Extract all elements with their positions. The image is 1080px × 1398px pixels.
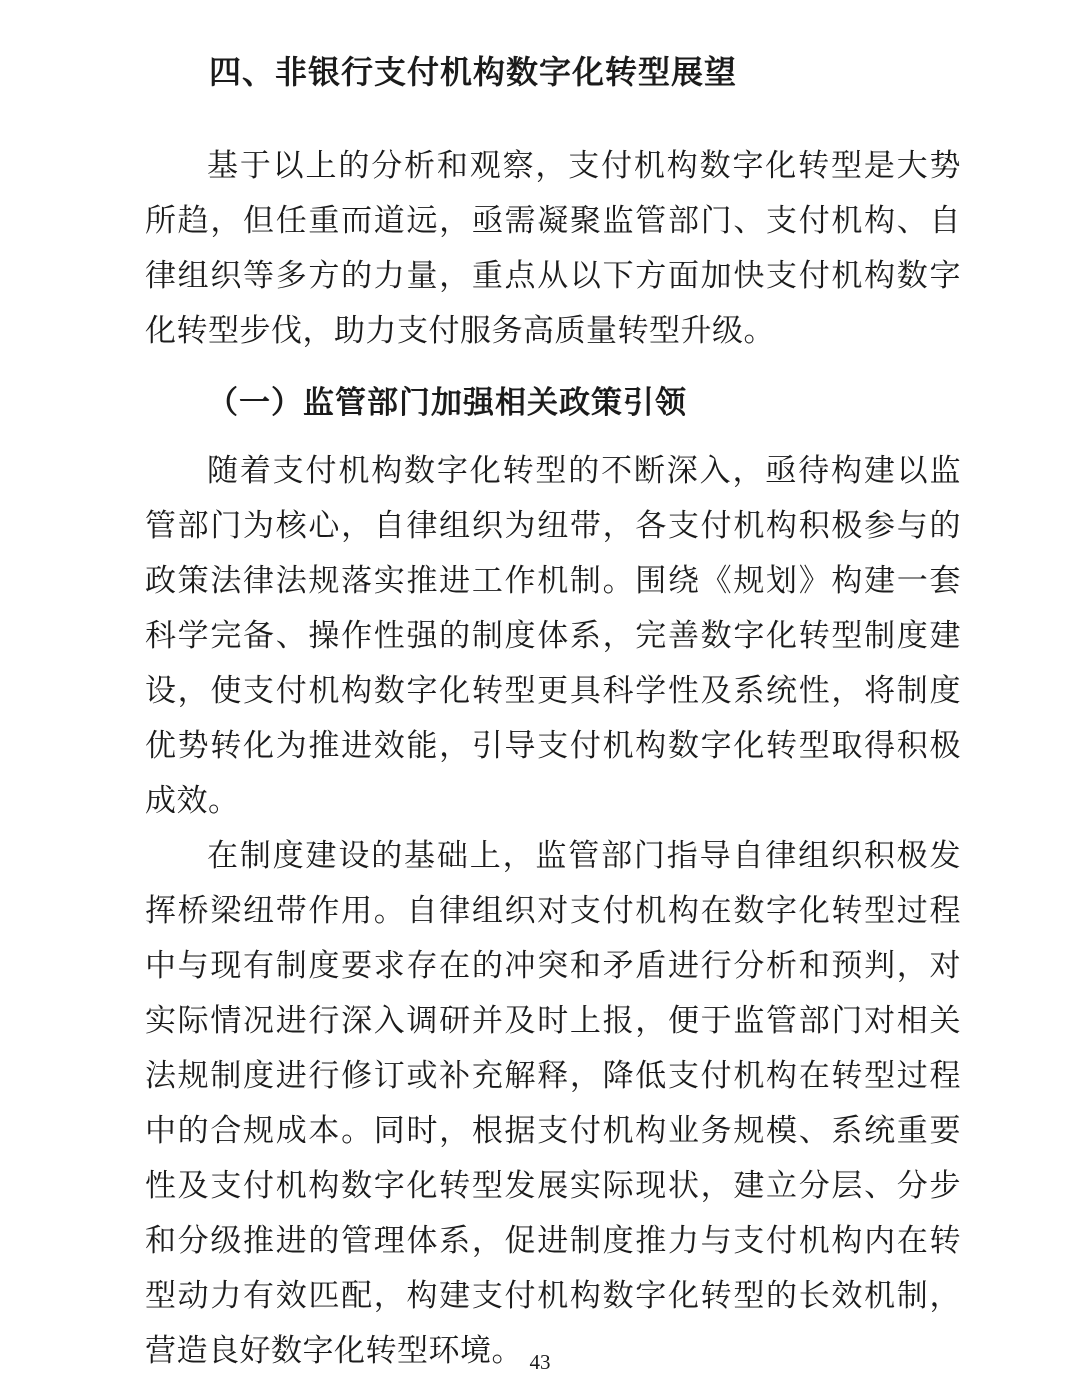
paragraph-self-regulation: 在制度建设的基础上，监管部门指导自律组织积极发挥桥梁纽带作用。自律组织对支付机构在数字化转型过程中与现有制度要求存在的冲突和矛盾进行分析和预判，对实际情况进行深入调研并及时上报，便于监管部门对相关法规制度进行修订或补充解释，降低支付机构在转型过程中的合规成本。同时，根据支付机构业务规模、系统重要性及支付机构数字化转型发展实际现状，建立分层、分步和分级推进的管理体系，促进制度推力与支付机构内在转型动力有效匹配，构建支付机构数字化转型的长效机制，营造良好数字化转型环境。: [145, 838, 961, 1368]
section-heading: 四、非银行支付机构数字化转型展望: [209, 54, 738, 90]
document-content: [145, 50, 961, 1378]
page-number: 43: [529, 1350, 551, 1374]
paragraph-policy-system: 随着支付机构数字化转型的不断深入，亟待构建以监管部门为核心，自律组织为纽带，各支付机构积极参与的政策法律法规落实推进工作机制。围绕《规划》构建一套科学完备、操作性强的制度体系，完善数字化转型制度建设，使支付机构数字化转型更具科学性及系统性，将制度优势转化为推进效能，引导支付机构数字化转型取得积极成效。: [145, 453, 961, 818]
paragraph-intro: 基于以上的分析和观察，支付机构数字化转型是大势所趋，但任重而道远，亟需凝聚监管部门、支付机构、自律组织等多方的力量，重点从以下方面加快支付机构数字化转型步伐，助力支付服务高质量转型升级。: [145, 148, 961, 348]
subsection-heading: （一）监管部门加强相关政策引领: [207, 385, 687, 420]
page-footer: [0, 1350, 1080, 1374]
